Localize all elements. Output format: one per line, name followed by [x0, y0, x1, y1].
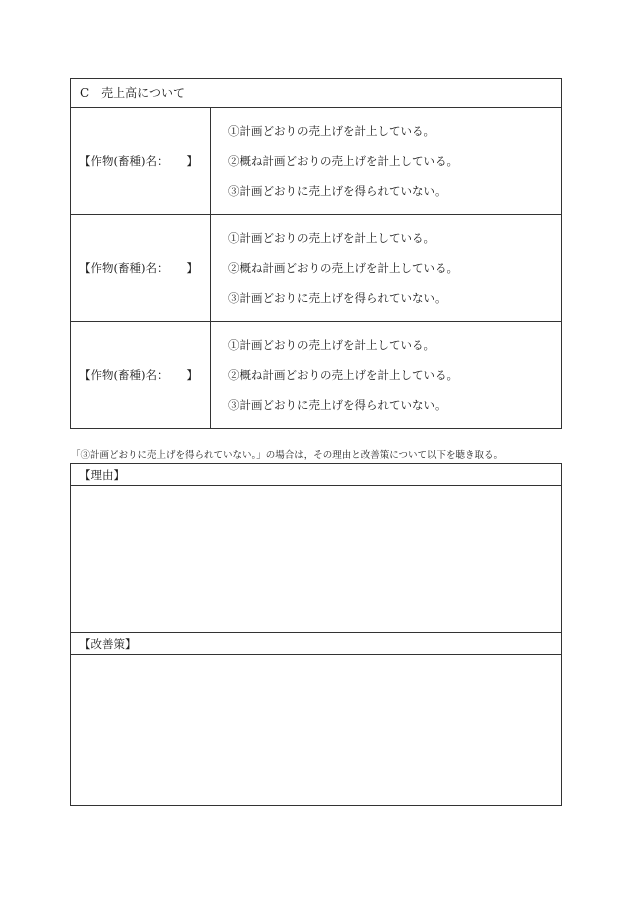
crop-row-2: [71, 215, 561, 322]
option-mostly-planned[interactable]: ②概ね計画どおりの売上げを計上している。: [228, 154, 458, 168]
crop-name-label-end: 】: [186, 154, 198, 168]
option-mostly-planned[interactable]: ②概ね計画どおりの売上げを計上している。: [228, 261, 458, 275]
option-mostly-planned[interactable]: ②概ね計画どおりの売上げを計上している。: [228, 368, 458, 382]
section-c-title: C 売上高について: [71, 79, 561, 108]
sales-options: [211, 322, 561, 428]
crop-name-label-text: 【作物(畜種)名：: [79, 261, 169, 275]
option-planned[interactable]: ①計画どおりの売上げを計上している。: [228, 124, 435, 138]
reason-field[interactable]: [71, 486, 561, 633]
crop-name-label-text: 【作物(畜種)名：: [79, 154, 169, 168]
crop-name-label-text: 【作物(畜種)名：: [79, 368, 169, 382]
crop-name-label-end: 】: [186, 368, 198, 382]
crop-name-label: [71, 108, 211, 214]
sales-table: [70, 78, 562, 429]
option-planned[interactable]: ①計画どおりの売上げを計上している。: [228, 231, 435, 245]
crop-row-1: [71, 108, 561, 215]
instruction-note: 「③計画どおりに売上げを得られていない。」の場合は，その理由と改善策について以下を聴き取る。: [71, 450, 504, 461]
crop-name-label: [71, 322, 211, 428]
improvement-label: 【改善策】: [71, 633, 561, 655]
crop-name-label: [71, 215, 211, 321]
improvement-field[interactable]: [71, 655, 561, 804]
crop-name-label-end: 】: [186, 261, 198, 275]
option-not-planned[interactable]: ③計画どおりに売上げを得られていない。: [228, 291, 447, 305]
sales-options: [211, 108, 561, 214]
option-not-planned[interactable]: ③計画どおりに売上げを得られていない。: [228, 184, 447, 198]
option-not-planned[interactable]: ③計画どおりに売上げを得られていない。: [228, 398, 447, 412]
sales-options: [211, 215, 561, 321]
reason-label: 【理由】: [71, 464, 561, 486]
crop-row-3: [71, 322, 561, 428]
interview-table: [70, 463, 562, 806]
option-planned[interactable]: ①計画どおりの売上げを計上している。: [228, 338, 435, 352]
